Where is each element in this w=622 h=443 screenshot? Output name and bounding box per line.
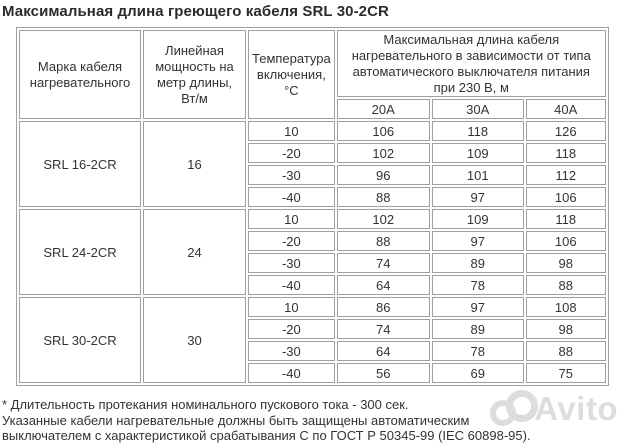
brand-cell: SRL 16-2CR <box>19 121 141 207</box>
length-cell: 97 <box>432 187 524 207</box>
col-header-brand: Марка кабеля нагревательного <box>19 30 141 119</box>
length-cell: 109 <box>432 143 524 163</box>
col-header-breaker-30a: 30А <box>432 99 524 119</box>
length-cell: 69 <box>432 363 524 383</box>
length-cell: 106 <box>526 187 606 207</box>
length-cell: 89 <box>432 253 524 273</box>
length-cell: 86 <box>337 297 430 317</box>
temp-cell: 10 <box>248 121 335 141</box>
power-cell: 24 <box>143 209 246 295</box>
length-cell: 64 <box>337 275 430 295</box>
footnote-breaker-requirement: Указанные кабели нагревательные должны быть защищены автоматическим выключателем с характеристикой срабатывания С по ГОСТ Р 50345-99 (IEC 60898-95). <box>2 412 531 443</box>
length-cell: 112 <box>526 165 606 185</box>
temp-cell: -20 <box>248 319 335 339</box>
temp-cell: 10 <box>248 209 335 229</box>
length-cell: 118 <box>526 209 606 229</box>
col-header-breaker-40a: 40А <box>526 99 606 119</box>
temp-cell: -30 <box>248 341 335 361</box>
temp-cell: -40 <box>248 275 335 295</box>
length-cell: 88 <box>526 341 606 361</box>
length-cell: 97 <box>432 297 524 317</box>
length-cell: 74 <box>337 319 430 339</box>
length-cell: 78 <box>432 341 524 361</box>
length-cell: 108 <box>526 297 606 317</box>
temp-cell: -30 <box>248 165 335 185</box>
temp-cell: -20 <box>248 143 335 163</box>
length-cell: 78 <box>432 275 524 295</box>
length-cell: 118 <box>526 143 606 163</box>
length-cell: 101 <box>432 165 524 185</box>
col-header-max-length: Максимальная длина кабеля нагревательного в зависимости от типа автоматического выключателя питания при 230 В, м <box>337 30 606 97</box>
length-cell: 56 <box>337 363 430 383</box>
footnotes <box>0 386 550 442</box>
brand-cell: SRL 24-2CR <box>19 209 141 295</box>
col-header-power: Линейная мощность на метр длины, Вт/м <box>143 30 246 119</box>
length-cell: 102 <box>337 209 430 229</box>
power-cell: 30 <box>143 297 246 383</box>
length-cell: 96 <box>337 165 430 185</box>
page-title: Максимальная длина греющего кабеля SRL 30-2CR <box>2 3 389 20</box>
length-cell: 88 <box>337 231 430 251</box>
temp-cell: -20 <box>248 231 335 251</box>
power-cell: 16 <box>143 121 246 207</box>
temp-cell: -30 <box>248 253 335 273</box>
length-cell: 88 <box>337 187 430 207</box>
length-cell: 106 <box>337 121 430 141</box>
length-cell: 74 <box>337 253 430 273</box>
col-header-breaker-20a: 20А <box>337 99 430 119</box>
brand-cell: SRL 30-2CR <box>19 297 141 383</box>
temp-cell: -40 <box>248 187 335 207</box>
length-cell: 88 <box>526 275 606 295</box>
table-row <box>19 121 606 141</box>
length-cell: 89 <box>432 319 524 339</box>
length-cell: 106 <box>526 231 606 251</box>
cable-length-table <box>16 27 609 386</box>
table-row <box>19 209 606 229</box>
length-cell: 118 <box>432 121 524 141</box>
temp-cell: -40 <box>248 363 335 383</box>
length-cell: 98 <box>526 253 606 273</box>
length-cell: 75 <box>526 363 606 383</box>
col-header-temp: Температура включения, °С <box>248 30 335 119</box>
length-cell: 97 <box>432 231 524 251</box>
temp-cell: 10 <box>248 297 335 317</box>
footnote-starting-current: * Длительность протекания номинального пускового тока - 300 сек. <box>2 397 409 413</box>
length-cell: 109 <box>432 209 524 229</box>
length-cell: 64 <box>337 341 430 361</box>
length-cell: 98 <box>526 319 606 339</box>
length-cell: 126 <box>526 121 606 141</box>
length-cell: 102 <box>337 143 430 163</box>
avito-watermark-text: Avito <box>534 390 618 427</box>
table-row <box>19 297 606 317</box>
